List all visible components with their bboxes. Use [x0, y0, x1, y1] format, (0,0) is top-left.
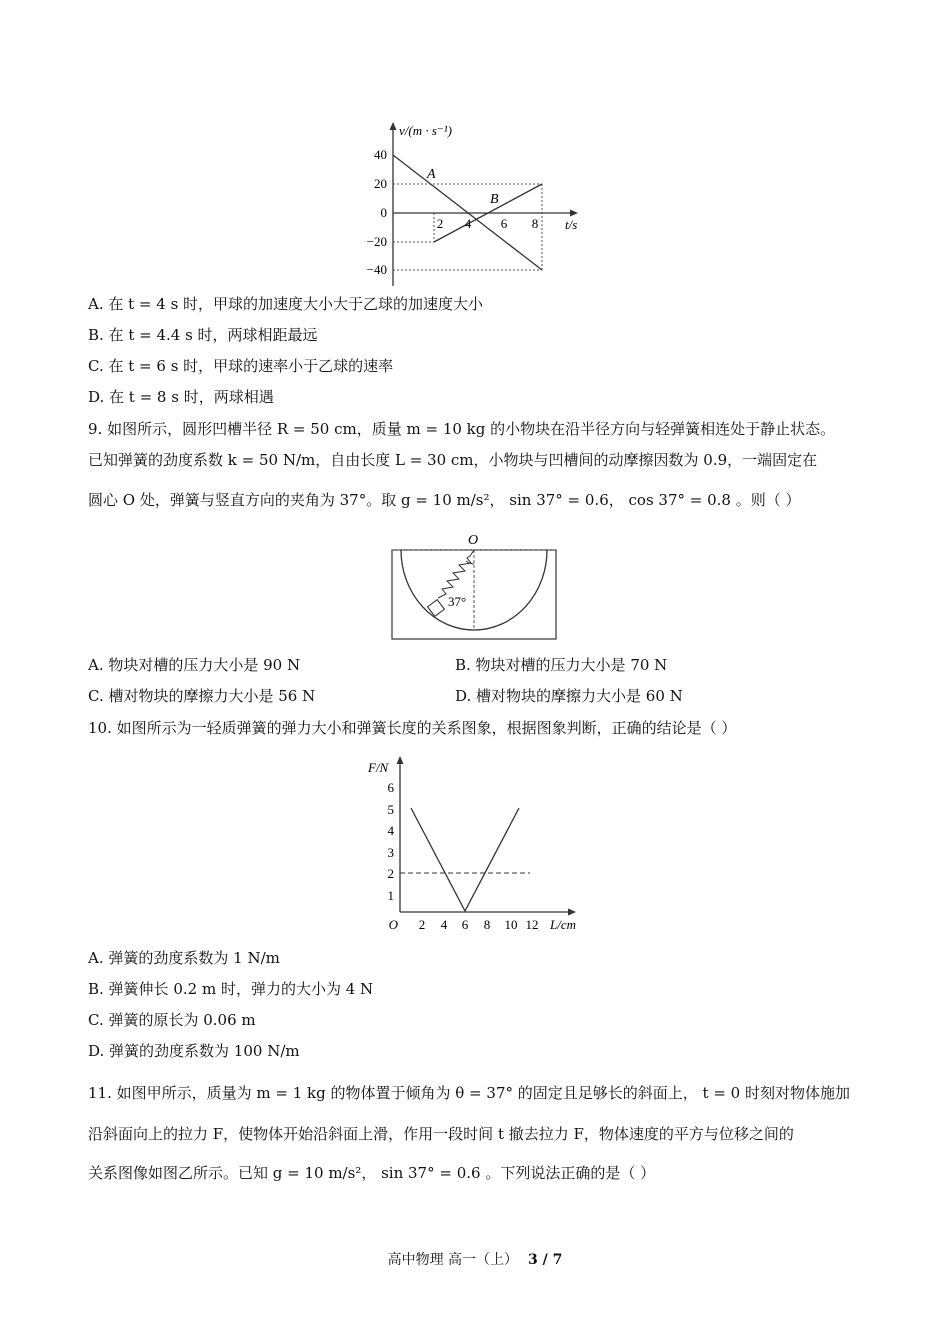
x-tick: 10 — [504, 917, 518, 932]
q8-option-d: D. 在 t = 8 s 时，两球相遇 — [88, 388, 274, 406]
force-curve — [411, 808, 519, 911]
q9-option-b: B. 物块对槽的压力大小是 70 N — [455, 656, 668, 674]
x-tick: 4 — [464, 216, 472, 231]
q9-text-line2: 已知弹簧的劲度系数 k = 50 N/m，自由长度 L = 30 cm，小物块与凹槽间的动摩擦因数为 0.9，一端固定在 — [88, 451, 818, 469]
axis-label-y: F/N — [368, 760, 389, 775]
origin-label: O — [388, 917, 398, 932]
y-tick: 5 — [387, 802, 394, 817]
q11-text-line3: 关系图像如图乙所示。已知 g = 10 m/s²， sin 37° = 0.6 。下列说法正确的是（ ） — [88, 1164, 656, 1182]
axis-label-x: L/cm — [550, 917, 576, 932]
y-tick: −20 — [366, 234, 387, 249]
q10-option-c: C. 弹簧的原长为 0.06 m — [88, 1011, 256, 1029]
x-tick: 12 — [525, 917, 539, 932]
q8-option-a: A. 在 t = 4 s 时，甲球的加速度大小大于乙球的加速度大小 — [88, 295, 484, 313]
axis-label-x: t/s — [565, 217, 578, 232]
page-footer — [0, 1249, 950, 1269]
footer-course: 高中物理 高一（上） — [387, 1252, 519, 1268]
q8-option-c: C. 在 t = 6 s 时，甲球的速率小于乙球的速率 — [88, 357, 394, 375]
q9-option-c: C. 槽对物块的摩擦力大小是 56 N — [88, 687, 316, 705]
fl-graph — [362, 752, 584, 936]
y-tick: 3 — [387, 845, 394, 860]
y-tick: 20 — [374, 176, 387, 191]
page-number: 3 / 7 — [528, 1252, 563, 1268]
y-tick: 40 — [374, 147, 387, 162]
fig-o-label: O — [468, 533, 479, 548]
x-tick: 6 — [500, 216, 508, 231]
y-tick: 1 — [387, 888, 394, 903]
q8-option-b: B. 在 t = 4.4 s 时，两球相距最远 — [88, 326, 318, 344]
point-a-label: A — [427, 167, 436, 182]
x-tick: 2 — [436, 216, 444, 231]
x-tick: 6 — [461, 917, 469, 932]
q10-option-d: D. 弹簧的劲度系数为 100 N/m — [88, 1042, 300, 1060]
y-tick: 0 — [380, 205, 387, 220]
y-tick: 6 — [387, 780, 394, 795]
q11-text-line2: 沿斜面向上的拉力 F，使物体开始沿斜面上滑，作用一段时间 t 撤去拉力 F，物体速度的平方与位移之间的 — [88, 1125, 794, 1143]
q9-option-d: D. 槽对物块的摩擦力大小是 60 N — [455, 687, 683, 705]
point-b-label: B — [490, 192, 499, 207]
y-tick: 2 — [387, 866, 394, 881]
q9-text-line1: 9. 如图所示，圆形凹槽半径 R = 50 cm，质量 m = 10 kg 的小物块在沿半径方向与轻弹簧相连处于静止状态。 — [88, 420, 836, 438]
x-tick: 2 — [418, 917, 426, 932]
y-tick: 4 — [387, 823, 394, 838]
q10-option-b: B. 弹簧伸长 0.2 m 时，弹力的大小为 4 N — [88, 980, 374, 998]
q9-option-a: A. 物块对槽的压力大小是 90 N — [88, 656, 301, 674]
q10-option-a: A. 弹簧的劲度系数为 1 N/m — [88, 949, 280, 967]
x-tick: 8 — [483, 917, 491, 932]
q9-text-line3: 圆心 O 处，弹簧与竖直方向的夹角为 37°。取 g = 10 m/s²， sin 37° = 0.6， cos 37° = 0.8 。则（ ） — [88, 491, 801, 509]
x-tick: 4 — [440, 917, 448, 932]
vt-graph — [360, 118, 590, 288]
q11-text-line1: 11. 如图甲所示，质量为 m = 1 kg 的物体置于倾角为 θ = 37° 的固定且足够长的斜面上， t = 0 时刻对物体施加 — [88, 1084, 850, 1102]
fig-angle-label: 37° — [448, 594, 467, 609]
bowl-figure — [388, 528, 560, 644]
y-tick: −40 — [366, 262, 387, 277]
axis-label-y: v/(m · s⁻¹) — [399, 123, 452, 138]
x-tick: 8 — [531, 216, 539, 231]
q10-text: 10. 如图所示为一轻质弹簧的弹力大小和弹簧长度的关系图象，根据图象判断，正确的结论是（ ） — [88, 719, 737, 737]
